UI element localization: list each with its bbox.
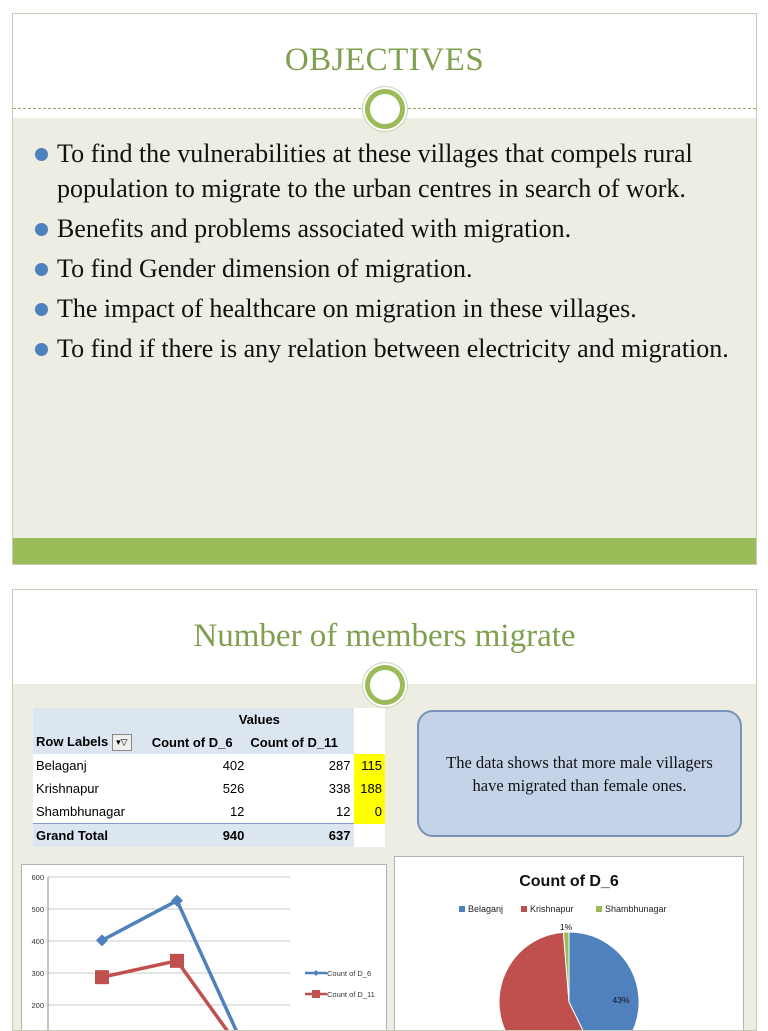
- footer-bar: [13, 538, 756, 564]
- legend-swatch: [596, 906, 602, 912]
- legend-label: Belaganj: [468, 904, 504, 914]
- pie-slice: [569, 932, 639, 1031]
- col-header-d6: Count of D_6: [149, 731, 248, 754]
- list-item: To find Gender dimension of migration.: [35, 251, 735, 286]
- data-label: 1%: [559, 922, 573, 932]
- bullet-icon: [35, 263, 48, 276]
- callout-box: The data shows that more male villagers have migrated than female ones.: [417, 710, 742, 837]
- filter-dropdown-icon[interactable]: ▾▽: [112, 734, 132, 751]
- slide-objectives: [12, 13, 757, 565]
- legend-marker: [313, 970, 319, 976]
- legend-swatch: [521, 906, 527, 912]
- y-tick-label: 500: [31, 905, 44, 914]
- legend-marker: [312, 990, 320, 998]
- legend-label: Shambhunagar: [605, 904, 667, 914]
- bullet-icon: [35, 303, 48, 316]
- difference-cell: 115: [354, 754, 386, 777]
- y-tick-label: 400: [31, 937, 44, 946]
- objectives-list: [35, 136, 735, 371]
- line-chart: [21, 864, 387, 1031]
- table-row: Krishnapur 526 338 188: [33, 777, 385, 800]
- data-label: 43%: [612, 995, 630, 1005]
- values-header: Values: [149, 708, 354, 731]
- bullet-icon: [35, 343, 48, 356]
- table-row: Shambhunagar 12 12 0: [33, 800, 385, 824]
- pie-chart-svg: [395, 857, 743, 1031]
- difference-cell: 0: [354, 800, 386, 824]
- list-item: To find if there is any relation between electricity and migration.: [35, 331, 735, 366]
- data-point: [170, 954, 184, 968]
- bullet-icon: [35, 148, 48, 161]
- y-tick-label: 600: [31, 873, 44, 882]
- bullet-icon: [35, 223, 48, 236]
- slide-title: OBJECTIVES: [284, 42, 485, 78]
- slide-title: Number of members migrate: [193, 618, 576, 654]
- pivot-table: [33, 708, 385, 847]
- chart-title: Count of D_6: [519, 873, 619, 890]
- list-item: The impact of healthcare on migration in these villages.: [35, 291, 735, 326]
- grand-total-row: Grand Total 940 637: [33, 824, 385, 848]
- circle-ornament-icon: [365, 89, 405, 129]
- list-item: Benefits and problems associated with migration.: [35, 211, 735, 246]
- row-labels-header: Row Labels ▾▽: [33, 731, 149, 754]
- col-header-d11: Count of D_11: [247, 731, 353, 754]
- list-item: To find the vulnerabilities at these villages that compels rural population to migrate to the urban centres in search of work.: [35, 136, 735, 206]
- data-point: [95, 970, 109, 984]
- series-line: [102, 961, 252, 1031]
- circle-ornament-icon: [365, 665, 405, 705]
- legend-label: Count of D_6: [327, 969, 372, 978]
- table-row: Belaganj 402 287 115: [33, 754, 385, 777]
- legend-label: Krishnapur: [530, 904, 574, 914]
- y-tick-label: 200: [31, 1001, 44, 1010]
- y-tick-label: 300: [31, 969, 44, 978]
- legend-swatch: [459, 906, 465, 912]
- line-chart-svg: [22, 865, 386, 1031]
- slide-migration-count: [12, 589, 757, 1031]
- pie-chart: [394, 856, 744, 1031]
- legend-label: Count of D_11: [327, 990, 375, 999]
- difference-cell: 188: [354, 777, 386, 800]
